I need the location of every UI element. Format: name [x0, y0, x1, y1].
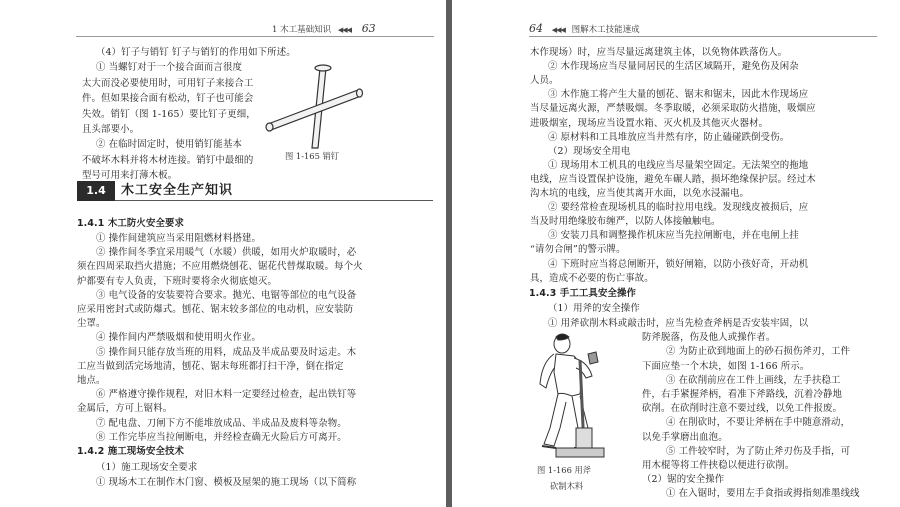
text-line: 当及时用绝缘胶布缠严，以防人体接触触电。	[530, 216, 721, 228]
axe-worker-figure	[532, 332, 612, 460]
text-line: 防斧脱落，伤及他人或操作者。	[642, 332, 776, 344]
text-line: ② 为防止砍到地面上的砂石损伤斧刃，工件	[666, 346, 851, 358]
figure-166-caption-line-1: 图 1-166 用斧	[537, 465, 592, 475]
text-line: 人员。	[530, 75, 559, 87]
text-line: ② 要经常检查现场机具的临时拉用电线。发现线皮被损后，应	[548, 202, 809, 214]
subsection-143-title: 1.4.3 手工工具安全操作	[529, 288, 637, 299]
arrows-icon: ◀◀◀	[337, 26, 351, 34]
left-page	[0, 0, 446, 507]
figure-165-caption: 图 1-165 销钉	[285, 151, 340, 161]
text-line: 下面应垫一个木块，如图 1-166 所示。	[642, 360, 810, 372]
text-line: 件，右手紧握斧柄，看准下斧路线，沉着冷静地	[642, 389, 843, 400]
text-line: ③ 安装刀具和调整操作机床应当先拉闸断电，并在电闸上挂	[548, 230, 799, 242]
header-rule	[529, 36, 877, 37]
text-line: ⑤ 工件较窄时，为了防止斧刃伤及手指，可	[666, 445, 851, 457]
chapter-title: 1 木工基础知识	[272, 25, 332, 35]
text-line: 应采用密封式或防爆式。刨花、锯末较多部位的电动机，应安装防	[77, 304, 354, 315]
text-line: 进吸烟室，现场应当设置水箱、灭火机及其他灭火器材。	[530, 117, 769, 129]
text-line: 件。但如果接合面有松动，钉子也可能会	[82, 93, 254, 105]
text-line: 砍削。在砍削时注意不要过线，以免工件报废。	[642, 403, 843, 415]
left-running-head	[272, 22, 376, 35]
text-line: （2）锯的安全操作	[642, 474, 725, 486]
text-line: 用木棍等将工件挟稳以便进行砍削。	[642, 460, 795, 471]
text-line: 金属后，方可上锯料。	[77, 403, 173, 415]
text-line: ② 在临时固定时，使用销钉能基本	[96, 139, 243, 151]
text-line: ③ 在砍削前应在工件上画线，左手扶稳工	[666, 374, 841, 386]
text-line: ③ 木作施工将产生大量的刨花、锯末和锯末，因此木作现场应	[548, 89, 809, 101]
arrows-icon: ◀◀◀	[551, 26, 565, 34]
text-line: ② 操作间冬季宜采用暖气（水暖）供暖，如用火炉取暖时，必	[96, 247, 357, 259]
text-line: ④ 在削砍时，不要让斧柄在手中随意滑动，	[666, 417, 851, 429]
header-rule	[76, 36, 434, 37]
text-line: 尘罩。	[77, 318, 106, 330]
text-line: ① 操作间建筑应当采用阻燃材料搭建。	[96, 233, 262, 244]
text-line: 须在四周采取挡火措施；不应用燃烧刨花、锯花代替煤取暖。每个火	[77, 261, 363, 273]
text-line: 工应当做到活完场地清，刨花、锯末每班都打扫干净，倒在指定	[77, 360, 344, 372]
text-line: 且头部要小。	[82, 124, 140, 135]
text-line: （4）钉子与销钉 钉子与销钉的作用如下所述。	[96, 47, 296, 58]
text-line: ⑥ 严格遵守操作规程，对旧木料一定要经过检查，起出铁钉等	[96, 389, 357, 401]
subsection-142-title: 1.4.2 施工现场安全技术	[77, 446, 185, 457]
text-line: ③ 电气设备的安装要符合要求。抛光、电锯等部位的电气设备	[96, 289, 357, 301]
text-line: （1）用斧的安全操作	[548, 303, 640, 314]
text-line: 以免手掌磨出血泡。	[642, 431, 728, 443]
text-line: “请勿合闸”的警示牌。	[530, 244, 626, 256]
text-line: 木作现场）时，应当尽量远离建筑主体，以免物体跌落伤人。	[530, 47, 788, 58]
text-line: ① 在入锯时，要用左手食指或拇指刻准墨线线	[666, 488, 860, 500]
section-number: 1.4	[77, 181, 115, 201]
text-line: ④ 原材料和工具堆放应当井然有序，防止磕碰跌倒受伤。	[548, 131, 790, 143]
section-title: 木工安全生产知识	[121, 183, 234, 198]
text-line: ① 当螺钉对于一个接合面而言很度	[96, 62, 243, 74]
text-line: ⑤ 操作间只能存放当班的用料，成品及半成品要及时运走。木	[96, 346, 357, 358]
text-line: ① 现场用木工机具的电线应当尽量架空固定。无法架空的拖地	[548, 159, 809, 171]
text-line: 沟木坑的电线，应当使其离开水面，以免水浸漏电。	[530, 188, 750, 199]
text-line: 型号可用来打薄木板。	[82, 170, 178, 182]
text-line: 具，造成不必要的伤亡事故。	[530, 272, 654, 284]
page-number: 64	[529, 22, 543, 35]
text-line: 电线，应当设置保护设施，避免车碾人踏，损坏绝缘保护层。经过木	[530, 173, 816, 185]
right-page	[452, 0, 900, 507]
text-line: ⑧ 工作完毕应当拉闸断电，并经检查确无火险后方可离开。	[96, 431, 347, 443]
text-line: ① 用斧砍削木料或敲击时，应当先检查斧柄是否安装牢固，以	[548, 318, 809, 329]
text-line: （1）施工现场安全要求	[96, 462, 198, 473]
text-line: ⑦ 配电盘、刀闸下方不能堆放成品、半成品及废料等杂物。	[96, 417, 347, 429]
text-line: 当尽量远离火源，严禁吸烟。冬季取暖，必须采取防火措施，吸烟应	[530, 103, 816, 115]
text-line: 失效。销钉（图 1-165）要比钉子更细，	[82, 108, 256, 120]
text-line: 地点。	[77, 375, 106, 386]
text-line: ① 现场木工在制作木门窗、模板及屋架的施工现场（以下简称	[96, 477, 357, 489]
subsection-141-title: 1.4.1 木工防火安全要求	[77, 218, 185, 229]
text-line: ④ 操作间内严禁吸烟和使用明火作业。	[96, 332, 262, 344]
text-line: 太大而没必要使用时，可用钉子来接合工	[82, 77, 254, 89]
text-line: （2）现场安全用电	[548, 145, 631, 157]
book-title: 图解木工技能速成	[571, 25, 640, 35]
page-number: 63	[361, 22, 376, 35]
text-line: ④ 下班时应当将总闸断开，锁好闸箱，以防小孩好奇，开动机	[548, 258, 809, 270]
figure-166-caption-line-2: 砍制木料	[550, 481, 584, 491]
text-line: 炉都要有专人负责，下班时要将余火彻底熄灭。	[77, 275, 278, 287]
section-heading	[77, 181, 433, 201]
text-line: ② 木作现场应当尽量同居民的生活区域隔开，避免伤及闲杂	[548, 61, 799, 73]
dowel-figure	[258, 62, 382, 152]
text-line: 不破坏木料并将木材连接。销钉中最细的	[82, 154, 254, 166]
right-running-head	[529, 22, 640, 35]
